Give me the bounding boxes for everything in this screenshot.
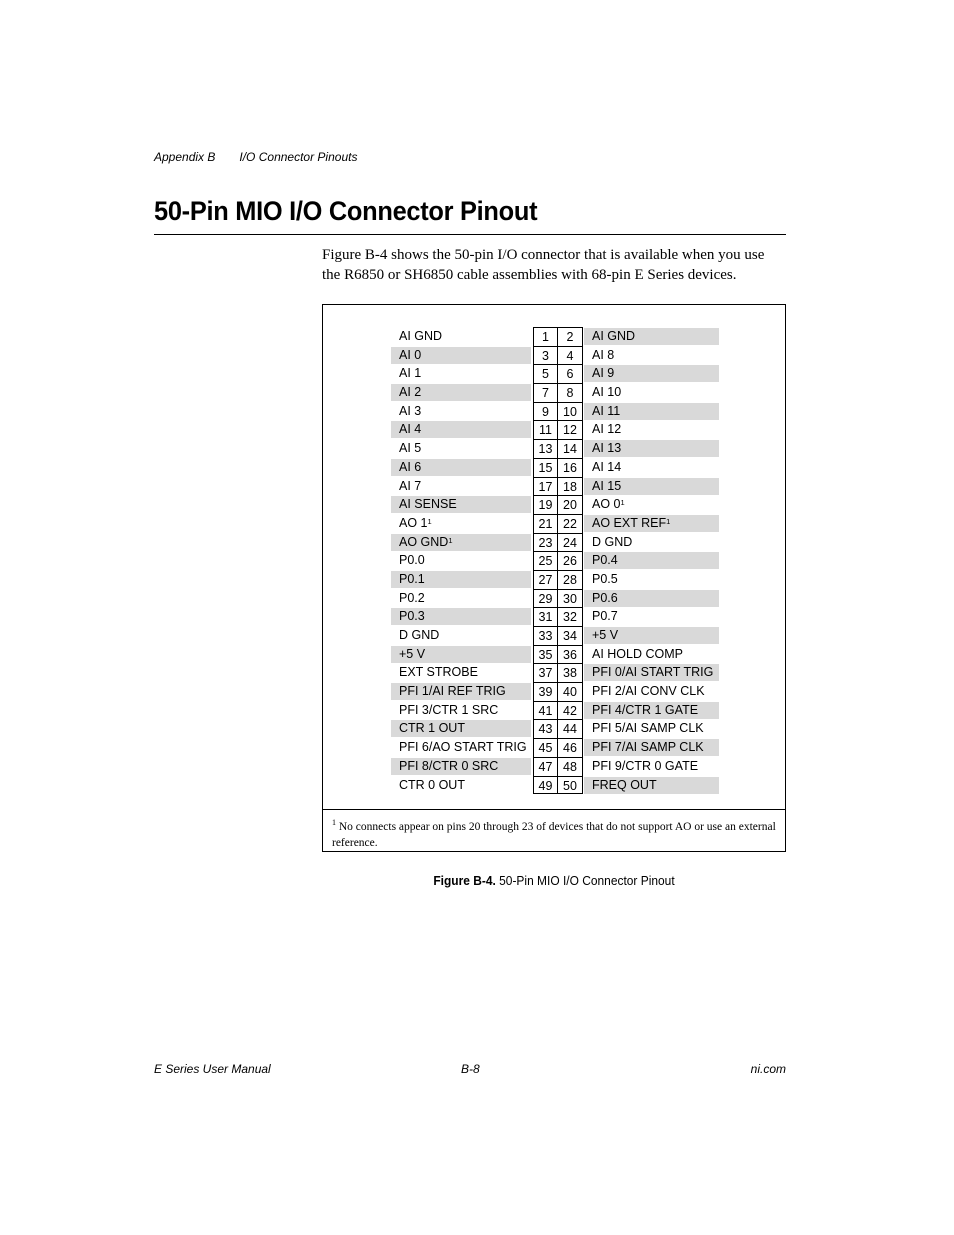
pin-number-odd: 13 — [533, 439, 558, 458]
running-header — [154, 150, 357, 164]
signal-right — [584, 365, 719, 382]
pin-number-odd: 11 — [533, 420, 558, 439]
signal-left — [391, 328, 531, 345]
signal-right — [584, 534, 719, 551]
signal-left — [391, 459, 531, 476]
pin-number-odd: 7 — [533, 383, 558, 402]
pin-row — [391, 701, 719, 720]
signal-left — [391, 365, 531, 382]
pin-number-even: 6 — [558, 364, 583, 383]
pin-number-odd: 49 — [533, 776, 558, 795]
footnote-ref: 1 — [620, 498, 625, 508]
pin-number-odd: 45 — [533, 738, 558, 757]
signal-name: P0.6 — [592, 590, 618, 605]
pin-number-odd: 15 — [533, 458, 558, 477]
intro-paragraph: Figure B-4 shows the 50-pin I/O connector that is available when you use the R6850 or SH6850 cable assemblies with 68-pin E Series devices. — [322, 247, 765, 283]
pin-number-odd: 17 — [533, 477, 558, 496]
signal-right — [584, 608, 719, 625]
footnote-ref: 1 — [666, 516, 671, 526]
signal-right — [584, 758, 719, 775]
signal-name: PFI 3/CTR 1 SRC — [399, 702, 499, 717]
signal-left — [391, 384, 531, 401]
signal-name: P0.0 — [399, 553, 425, 568]
signal-name: P0.2 — [399, 590, 425, 605]
signal-right — [584, 627, 719, 644]
pin-number-even: 26 — [558, 551, 583, 570]
pin-row — [391, 776, 719, 795]
signal-name: AI 9 — [592, 366, 615, 381]
pin-row — [391, 514, 719, 533]
pin-row — [391, 495, 719, 514]
pin-row — [391, 663, 719, 682]
signal-name: AO 0 — [592, 497, 621, 512]
figure-footnote — [332, 815, 778, 851]
footer-page-number: B-8 — [461, 1062, 480, 1076]
signal-left — [391, 403, 531, 420]
pin-number-odd: 39 — [533, 682, 558, 701]
signal-name: PFI 9/CTR 0 GATE — [592, 758, 699, 773]
pin-number-odd: 3 — [533, 346, 558, 365]
signal-right — [584, 459, 719, 476]
pin-number-odd: 37 — [533, 663, 558, 682]
signal-right — [584, 384, 719, 401]
pin-number-even: 38 — [558, 663, 583, 682]
signal-name: PFI 4/CTR 1 GATE — [592, 702, 699, 717]
signal-name: PFI 6/AO START TRIG — [399, 740, 527, 755]
pin-number-even: 8 — [558, 383, 583, 402]
signal-name: AI 0 — [399, 347, 422, 362]
pin-row — [391, 327, 719, 346]
footnote-ref: 1 — [448, 535, 453, 545]
header-appendix: Appendix B — [154, 150, 216, 164]
signal-name: AI GND — [399, 329, 443, 343]
signal-left — [391, 646, 531, 663]
pin-number-odd: 19 — [533, 495, 558, 514]
figure-caption — [341, 873, 768, 888]
caption-label: Figure B-4. — [433, 873, 496, 888]
signal-left — [391, 739, 531, 756]
signal-name: FREQ OUT — [592, 777, 657, 792]
pin-row — [391, 477, 719, 496]
pin-number-even: 30 — [558, 589, 583, 608]
signal-name: P0.3 — [399, 609, 425, 624]
signal-right — [584, 496, 719, 513]
signal-left — [391, 664, 531, 681]
pin-row — [391, 757, 719, 776]
pin-number-odd: 35 — [533, 645, 558, 664]
pin-number-odd: 29 — [533, 589, 558, 608]
signal-right — [584, 590, 719, 607]
pin-number-odd: 23 — [533, 533, 558, 552]
pin-number-even: 46 — [558, 738, 583, 757]
footnote-ref: 1 — [427, 516, 432, 526]
pin-number-even: 22 — [558, 514, 583, 533]
signal-left — [391, 515, 531, 532]
signal-name: AI 8 — [592, 347, 615, 362]
pin-row — [391, 458, 719, 477]
signal-name: AI 12 — [592, 422, 622, 437]
signal-name: PFI 2/AI CONV CLK — [592, 684, 705, 699]
signal-right — [584, 777, 719, 794]
pin-row — [391, 420, 719, 439]
page-title: 50-Pin MIO I/O Connector Pinout — [154, 196, 538, 226]
pin-number-even: 12 — [558, 420, 583, 439]
pin-number-odd: 1 — [533, 327, 558, 346]
pin-row — [391, 626, 719, 645]
footnote-marker: 1 — [332, 818, 336, 827]
signal-name: D GND — [399, 628, 440, 642]
signal-name: PFI 5/AI SAMP CLK — [592, 721, 704, 736]
pin-number-even: 48 — [558, 757, 583, 776]
pin-row — [391, 533, 719, 552]
signal-name: EXT STROBE — [399, 665, 478, 680]
footnote-text: No connects appear on pins 20 through 23 of devices that do not support AO or use an external reference. — [332, 820, 776, 849]
signal-right — [584, 683, 719, 700]
signal-name: PFI 1/AI REF TRIG — [399, 684, 506, 699]
pin-number-even: 20 — [558, 495, 583, 514]
pin-number-even: 14 — [558, 439, 583, 458]
caption-text: 50-Pin MIO I/O Connector Pinout — [499, 873, 675, 888]
signal-name: CTR 0 OUT — [399, 777, 465, 792]
signal-right — [584, 478, 719, 495]
pin-number-even: 4 — [558, 346, 583, 365]
pin-number-even: 16 — [558, 458, 583, 477]
signal-name: +5 V — [592, 628, 619, 642]
signal-left — [391, 571, 531, 588]
pin-row — [391, 364, 719, 383]
pin-row — [391, 439, 719, 458]
pin-row — [391, 738, 719, 757]
signal-name: AI 14 — [592, 459, 622, 474]
signal-name: AI GND — [592, 329, 636, 343]
pin-number-even: 32 — [558, 607, 583, 626]
pin-number-odd: 33 — [533, 626, 558, 645]
title-rule — [154, 234, 786, 235]
signal-name: AI 13 — [592, 441, 622, 456]
signal-name: D GND — [592, 534, 633, 549]
pin-number-even: 28 — [558, 570, 583, 589]
pin-number-even: 10 — [558, 402, 583, 421]
signal-name: P0.5 — [592, 571, 618, 586]
pin-number-odd: 43 — [533, 719, 558, 738]
footnote-divider — [323, 809, 785, 810]
pin-number-even: 50 — [558, 776, 583, 795]
signal-name: P0.7 — [592, 609, 618, 624]
pin-number-even: 44 — [558, 719, 583, 738]
pin-number-odd: 9 — [533, 402, 558, 421]
signal-right — [584, 347, 719, 364]
signal-name: PFI 8/CTR 0 SRC — [399, 758, 499, 773]
signal-right — [584, 552, 719, 569]
signal-name: AI 2 — [399, 385, 422, 400]
signal-left — [391, 534, 531, 551]
pin-number-even: 2 — [558, 327, 583, 346]
pin-number-even: 34 — [558, 626, 583, 645]
pin-number-odd: 5 — [533, 364, 558, 383]
footer-website: ni.com — [750, 1062, 786, 1076]
pin-number-odd: 31 — [533, 607, 558, 626]
signal-name: AI 4 — [399, 422, 422, 437]
signal-name: AO EXT REF — [592, 515, 667, 530]
pin-number-odd: 25 — [533, 551, 558, 570]
signal-right — [584, 328, 719, 345]
signal-right — [584, 403, 719, 420]
pin-row — [391, 402, 719, 421]
signal-name: AI 7 — [399, 478, 422, 493]
signal-left — [391, 496, 531, 513]
pin-row — [391, 682, 719, 701]
signal-name: AI 5 — [399, 441, 422, 456]
signal-left — [391, 552, 531, 569]
pinout-table — [391, 327, 719, 794]
pin-row — [391, 551, 719, 570]
signal-name: AI 10 — [592, 385, 622, 400]
pin-number-odd: 41 — [533, 701, 558, 720]
pin-row — [391, 589, 719, 608]
signal-name: AI 15 — [592, 478, 622, 493]
pin-number-even: 42 — [558, 701, 583, 720]
signal-right — [584, 702, 719, 719]
signal-name: P0.1 — [399, 571, 425, 586]
signal-left — [391, 758, 531, 775]
signal-left — [391, 421, 531, 438]
signal-right — [584, 515, 719, 532]
signal-name: AI 11 — [592, 403, 621, 418]
signal-right — [584, 571, 719, 588]
pin-row — [391, 607, 719, 626]
signal-name: PFI 7/AI SAMP CLK — [592, 740, 704, 755]
signal-left — [391, 478, 531, 495]
signal-name: CTR 1 OUT — [399, 721, 465, 736]
pin-number-even: 24 — [558, 533, 583, 552]
signal-right — [584, 421, 719, 438]
signal-right — [584, 646, 719, 663]
signal-name: +5 V — [399, 646, 426, 661]
signal-left — [391, 590, 531, 607]
pin-number-even: 18 — [558, 477, 583, 496]
signal-name: AI 6 — [399, 459, 422, 474]
signal-left — [391, 440, 531, 457]
header-section: I/O Connector Pinouts — [239, 150, 358, 164]
signal-name: P0.4 — [592, 553, 618, 568]
pin-number-even: 36 — [558, 645, 583, 664]
pin-row — [391, 383, 719, 402]
signal-name: AO 1 — [399, 515, 428, 530]
pin-number-even: 40 — [558, 682, 583, 701]
pin-row — [391, 570, 719, 589]
pin-row — [391, 719, 719, 738]
signal-left — [391, 608, 531, 625]
signal-name: AI 3 — [399, 403, 422, 418]
footer-manual-name: E Series User Manual — [154, 1062, 271, 1076]
signal-left — [391, 347, 531, 364]
pin-number-odd: 47 — [533, 757, 558, 776]
signal-name: PFI 0/AI START TRIG — [592, 665, 714, 680]
signal-left — [391, 720, 531, 737]
signal-left — [391, 627, 531, 644]
signal-name: AI HOLD COMP — [592, 646, 683, 661]
signal-right — [584, 720, 719, 737]
pin-number-odd: 27 — [533, 570, 558, 589]
signal-right — [584, 440, 719, 457]
signal-name: AI 1 — [399, 366, 422, 381]
signal-name: AO GND — [399, 534, 449, 549]
pin-row — [391, 645, 719, 664]
pinout-figure — [322, 304, 786, 852]
pin-number-odd: 21 — [533, 514, 558, 533]
signal-right — [584, 664, 719, 681]
pin-row — [391, 346, 719, 365]
signal-name: AI SENSE — [399, 497, 457, 512]
signal-left — [391, 683, 531, 700]
signal-left — [391, 702, 531, 719]
signal-right — [584, 739, 719, 756]
signal-left — [391, 777, 531, 794]
